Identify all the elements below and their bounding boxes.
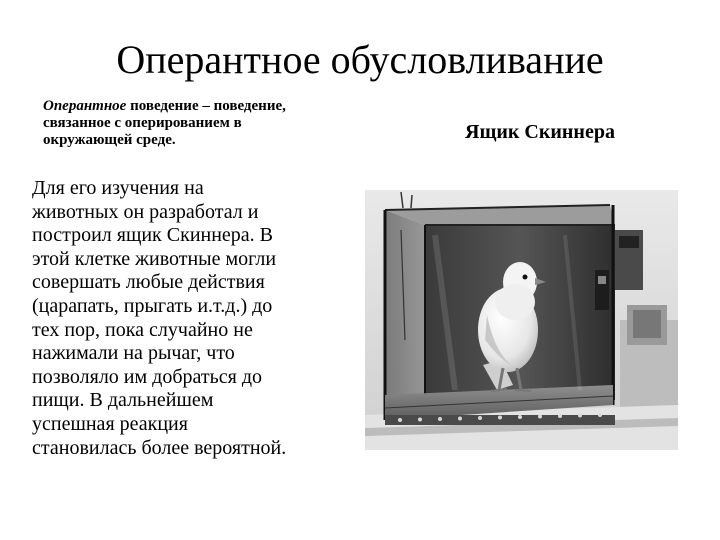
skinner-box-photo [365, 190, 678, 450]
body-line: совершать любые действия [32, 271, 265, 294]
body-line: позволяло им добраться до [32, 365, 262, 388]
definition-rest: поведение – поведение, [126, 98, 286, 114]
body-line: Для его изучения на [32, 177, 204, 199]
definition-line-1 [43, 98, 286, 114]
body-line: построил ящик Скиннера. В [32, 224, 274, 247]
definition-term: Оперантное [43, 98, 127, 114]
definition-text [43, 98, 353, 149]
definition-line-3: окружающей среде. [43, 132, 176, 148]
body-line: нажимали на рычаг, что [32, 342, 235, 365]
slide-title: Оперантное обусловливание [116, 37, 604, 82]
body-line: становилась более вероятной. [32, 436, 287, 459]
body-line: животных он разработал и [32, 200, 259, 223]
body-line: тех пор, пока случайно не [32, 318, 253, 341]
body-line: пищи. В дальнейшем [32, 389, 214, 412]
body-paragraph [32, 177, 352, 460]
image-caption: Ящик Скиннера [465, 121, 615, 143]
skinner-box-illustration [365, 190, 678, 450]
body-line: этой клетке животные могли [32, 247, 277, 270]
body-line: успешная реакция [32, 412, 188, 435]
body-line: (царапать, прыгать и.т.д.) до [32, 294, 273, 317]
definition-line-2: связанное с оперированием в [43, 115, 242, 131]
